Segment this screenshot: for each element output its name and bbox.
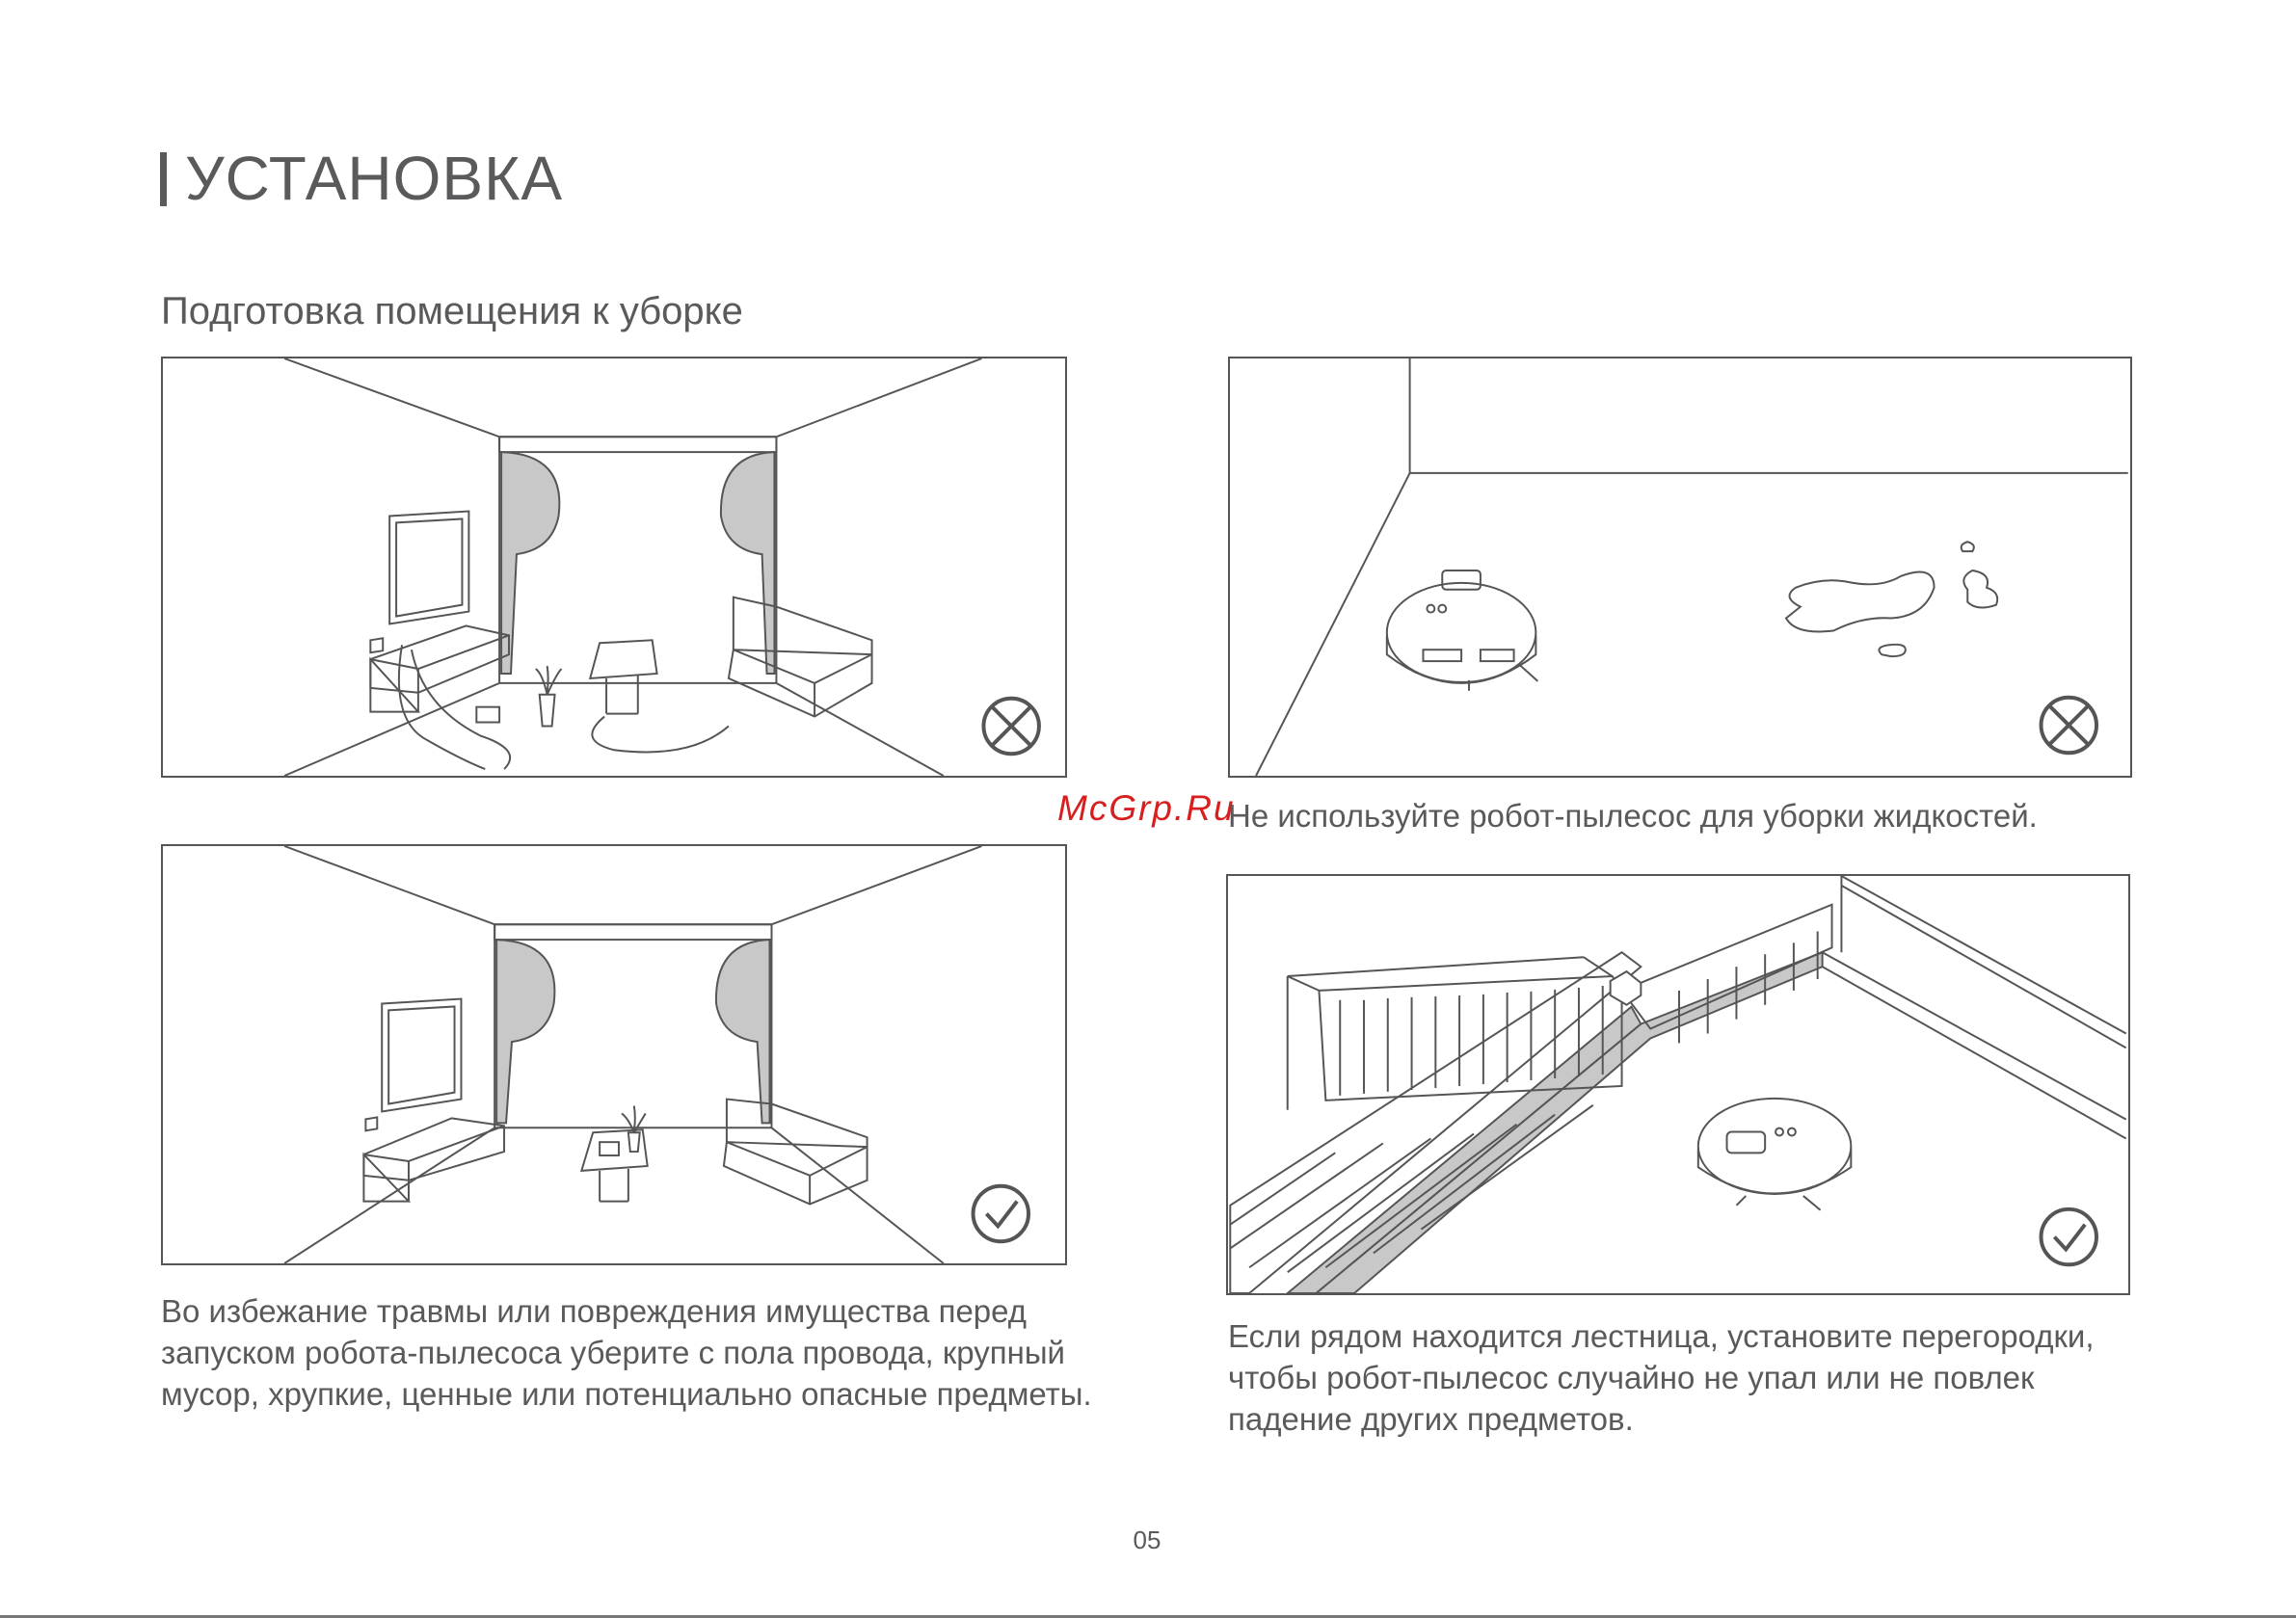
title-accent-bar: [160, 152, 167, 206]
stairs-barrier-drawing: [1228, 876, 2128, 1293]
illustration-cluttered-room: [161, 357, 1067, 778]
caption-no-liquids: Не используйте робот-пылесос для уборки жидкостей.: [1228, 798, 2038, 834]
caption-clear-floor: Во избежание травмы или повреждения имущества перед запуском робота-пылесоса уберите с пола провода, крупный мусор, хрупкие, ценные или потенциально опасные предметы.: [161, 1293, 1092, 1412]
illustration-liquid-spill: [1228, 357, 2132, 778]
tidy-room-drawing: [163, 846, 1065, 1263]
page-title: УСТАНОВКА: [185, 144, 564, 213]
watermark: McGrp.Ru: [1057, 788, 1236, 828]
cluttered-room-drawing: [163, 358, 1065, 776]
illustration-stairs-barrier: [1226, 874, 2130, 1295]
caption-stairs: Если рядом находится лестница, установите перегородки, чтобы робот-пылесос случайно не упал или не повлек падение других предметов.: [1228, 1318, 2095, 1437]
illustration-tidy-room: [161, 844, 1067, 1265]
page-number: 05: [1133, 1525, 1161, 1554]
liquid-spill-drawing: [1230, 358, 2130, 776]
section-subtitle: Подготовка помещения к уборке: [161, 290, 743, 332]
